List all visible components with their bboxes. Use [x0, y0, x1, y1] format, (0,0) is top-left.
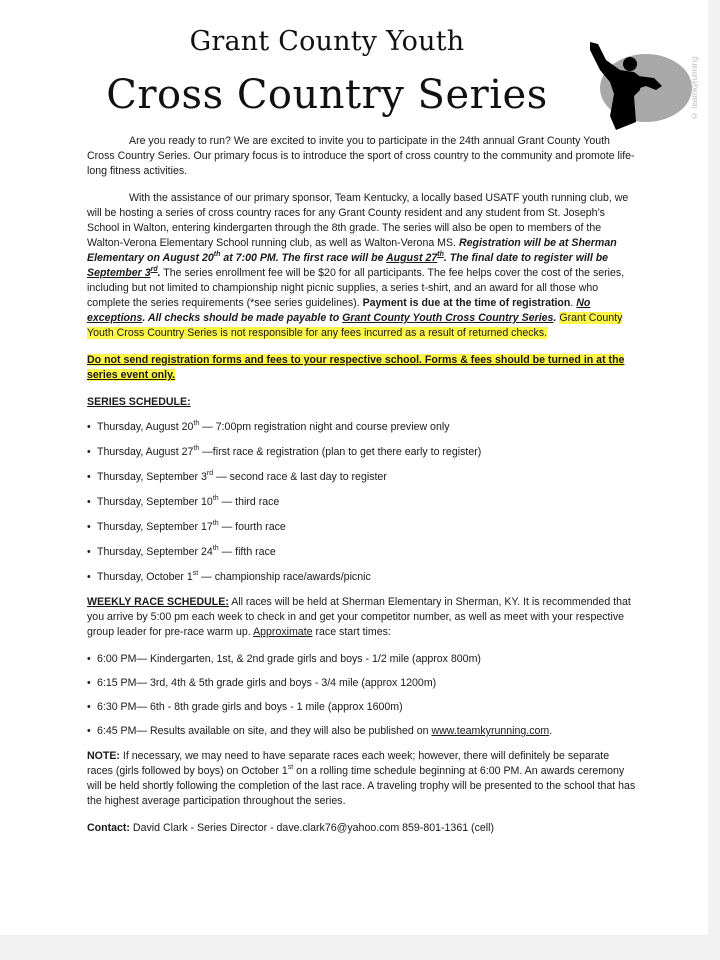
race-times-list — [87, 652, 637, 739]
schedule-item: • Thursday, September 10th — third race — [87, 495, 280, 508]
schedule-item: • Thursday, September 24th — fifth race — [87, 545, 276, 558]
schedule-item: • Thursday, October 1st — championship race/awards/picnic — [87, 570, 371, 583]
warning-paragraph: Do not send registration forms and fees to your respective school. Forms & fees should be turned in at the series event only. — [87, 354, 625, 381]
note-paragraph: NOTE: If necessary, we may need to have separate races each week; however, there will definitely be separate races (girls followed by boys) on October 1st on a rolling time schedule beginning at 6:00 PM. An awards ceremony will be held shortly following the completion of the last race. A traveling trophy will be presented to the school that has the highest average participation throughout the series. — [87, 750, 636, 807]
race-time-item: • 6:15 PM— 3rd, 4th & 5th grade girls and boys - 3/4 mile (approx 1200m) — [87, 677, 437, 689]
schedule-item: • Thursday, September 3rd — second race & last day to register — [87, 470, 387, 483]
returned-checks-notice: Grant County Youth Cross Country Series is not responsible for any fees incurred as a result of returned checks. — [87, 312, 623, 339]
race-time-item: • 6:30 PM— 6th - 8th grade girls and boys - 1 mile (approx 1600m) — [87, 701, 403, 713]
race-time-item: • 6:45 PM— Results available on site, and they will also be published on www.teamkyrunning.com. — [87, 725, 553, 737]
watermark: © teamkyrunning — [690, 56, 699, 120]
contact-line: Contact: David Clark - Series Director - dave.clark76@yahoo.com 859-801-1361 (cell) — [87, 822, 494, 834]
details-paragraph: With the assistance of our primary sponsor, Team Kentucky, a locally based USATF youth running club, we will be hosting a series of cross country races for any Grant County resident and any student from St. Joseph’s School in Walton, entering kindergarten through the 8th grade. The series will also be open to members of the Walton-Verona Elementary School running club, as well as Walton-Verona MS. Registration will be at Sherman Elementary on August 20th at 7:00 PM. The first race will be August 27th. The final date to register will be September 3rd. The series enrollment fee will be $20 for all participants. The fee helps cover the cost of the series, including but not limited to championship night picnic supplies, a series t-shirt, and an award for all those who complete the series requirements (*see series guidelines). Payment is due at the time of registration. No exceptions. All checks should be made payable to Grant County Youth Cross Country Series. Grant County Youth Cross Country Series is not responsible for any fees incurred as a result of returned checks. — [87, 192, 629, 339]
schedule-item: • Thursday, August 20th — 7:00pm registration night and course preview only — [87, 420, 450, 433]
race-time-item: • 6:00 PM— Kindergarten, 1st, & 2nd grade girls and boys - 1/2 mile (approx 800m) — [87, 653, 481, 665]
schedule-item: • Thursday, August 27th —first race & registration (plan to get there early to register) — [87, 445, 482, 458]
series-schedule-list — [87, 420, 637, 585]
flyer-body — [87, 134, 637, 848]
intro-paragraph: Are you ready to run? We are excited to invite you to participate in the 24th annual Grant County Youth Cross Country Series. Our primary focus is to introduce the sport of cross country to the community and promote life-long fitness activities. — [87, 135, 635, 177]
weekly-schedule-paragraph: WEEKLY RACE SCHEDULE: All races will be held at Sherman Elementary in Sherman, KY. It is recommended that you arrive by 5:00 pm each week to check in and get your competitor number, as well as meet with your respective group leader for pre-race warm up. Approximate race start times: — [87, 596, 631, 638]
series-schedule-heading: SERIES SCHEDULE: — [87, 396, 191, 408]
title-line-1: Grant County Youth — [189, 26, 465, 57]
teamkyrunning-link[interactable]: www.teamkyrunning.com — [431, 725, 550, 737]
schedule-item: • Thursday, September 17th — fourth race — [87, 520, 286, 533]
title-line-2: Cross Country Series — [106, 72, 548, 118]
runner-logo-icon — [576, 34, 694, 134]
